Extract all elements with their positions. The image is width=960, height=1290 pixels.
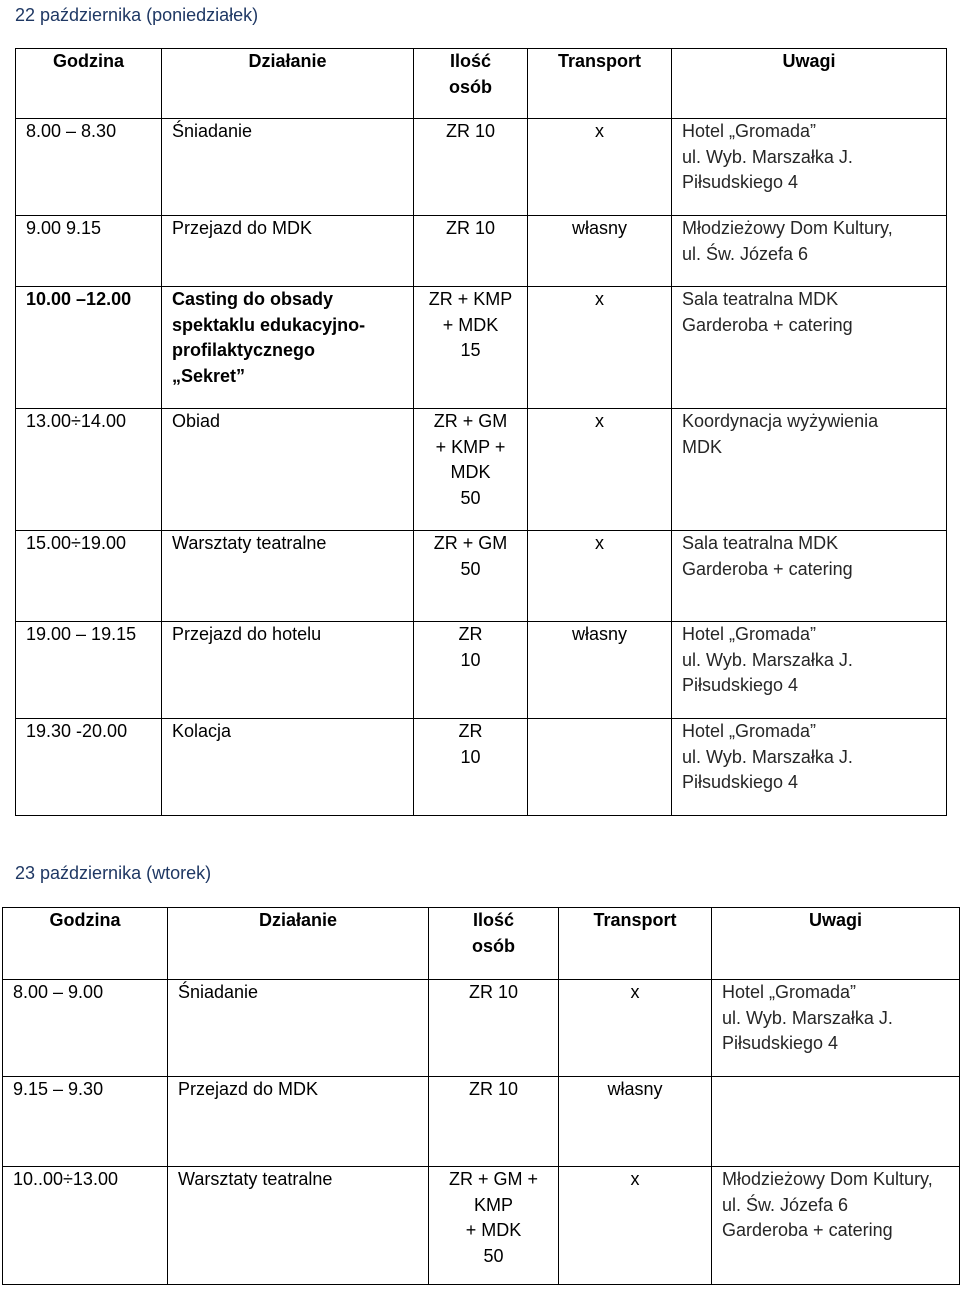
cell-time: 9.15 – 9.30 <box>3 1077 168 1167</box>
header-people: Ilość osób <box>429 908 559 980</box>
cell-notes <box>672 409 947 531</box>
cell-transport: x <box>528 119 672 216</box>
cell-activity <box>162 409 414 531</box>
cell-text-line: Przejazd do MDK <box>172 218 313 238</box>
table-row <box>16 216 947 287</box>
cell-text-line: spektaklu edukacyjno- <box>172 314 366 335</box>
cell-text-line: „Sekret” <box>172 365 246 386</box>
header-time: Godzina <box>3 908 168 980</box>
cell-text-line: Warsztaty teatralne <box>178 1169 333 1189</box>
header-notes: Uwagi <box>712 908 960 980</box>
cell-text-line: ZR 10 <box>445 121 496 141</box>
cell-activity <box>168 1077 429 1167</box>
cell-activity <box>162 216 414 287</box>
cell-text-line: ZR <box>458 624 483 644</box>
cell-text-line: Młodzieżowy Dom Kultury, <box>722 1169 933 1189</box>
day-title: 23 października (wtorek) <box>15 863 212 883</box>
cell-people <box>414 622 528 719</box>
cell-text-line: ZR + GM + <box>448 1169 538 1189</box>
header-activity: Działanie <box>168 908 429 980</box>
header-time: Godzina <box>16 49 162 119</box>
cell-text-line: 10 <box>460 649 481 670</box>
cell-text-line: Śniadanie <box>172 121 253 141</box>
cell-text-line: Garderoba + catering <box>682 314 853 335</box>
cell-text-line: Śniadanie <box>178 982 259 1002</box>
cell-text-line: ZR 10 <box>468 1079 519 1099</box>
table-row <box>16 409 947 531</box>
cell-text-line: ZR 10 <box>445 218 496 238</box>
cell-time: 13.00÷14.00 <box>16 409 162 531</box>
cell-time: 10..00÷13.00 <box>3 1167 168 1285</box>
cell-notes <box>672 216 947 287</box>
cell-activity <box>168 980 429 1077</box>
cell-activity <box>162 531 414 622</box>
table-row <box>16 622 947 719</box>
table-row <box>16 287 947 409</box>
table-row <box>3 1077 960 1167</box>
cell-text-line: Piłsudskiego 4 <box>682 675 799 695</box>
table-row <box>3 980 960 1077</box>
cell-text-line: Garderoba + catering <box>682 558 853 579</box>
cell-people <box>414 531 528 622</box>
table-row <box>16 719 947 816</box>
cell-text-line: ul. Wyb. Marszałka J. <box>682 649 853 670</box>
cell-notes <box>712 1077 960 1167</box>
cell-people <box>429 1167 559 1285</box>
cell-text-line: Piłsudskiego 4 <box>682 772 799 792</box>
header-people: Ilość osób <box>414 49 528 119</box>
cell-people <box>414 287 528 409</box>
cell-text-line: ul. Wyb. Marszałka J. <box>682 746 853 767</box>
cell-transport: x <box>559 980 712 1077</box>
table-row <box>16 119 947 216</box>
cell-time: 10.00 –12.00 <box>16 287 162 409</box>
cell-text-line: 10 <box>460 746 481 767</box>
cell-text-line: Warsztaty teatralne <box>172 533 327 553</box>
cell-time: 8.00 – 8.30 <box>16 119 162 216</box>
table-row <box>16 531 947 622</box>
cell-text-line: Hotel „Gromada” <box>682 121 817 141</box>
cell-text-line: Hotel „Gromada” <box>682 721 817 741</box>
cell-time: 8.00 – 9.00 <box>3 980 168 1077</box>
cell-text-line: ul. Św. Józefa 6 <box>722 1194 849 1215</box>
cell-text-line: Sala teatralna MDK <box>682 289 839 309</box>
cell-text-line: ul. Wyb. Marszałka J. <box>722 1007 893 1028</box>
cell-text-line: MDK <box>682 436 722 457</box>
cell-text-line: ul. Św. Józefa 6 <box>682 243 809 264</box>
table-row <box>3 1167 960 1285</box>
cell-text-line: MDK <box>450 462 491 482</box>
header-notes: Uwagi <box>672 49 947 119</box>
cell-text-line: Obiad <box>172 411 221 431</box>
cell-time: 19.00 – 19.15 <box>16 622 162 719</box>
schedule-table <box>2 907 960 1285</box>
cell-transport: własny <box>559 1077 712 1167</box>
cell-transport <box>528 719 672 816</box>
cell-people <box>414 119 528 216</box>
cell-text-line: Garderoba + catering <box>722 1220 893 1240</box>
cell-text-line: Hotel „Gromada” <box>722 982 857 1002</box>
cell-people <box>429 1077 559 1167</box>
cell-text-line: ZR + GM <box>433 533 508 553</box>
cell-text-line: + MDK <box>442 314 499 335</box>
cell-notes <box>672 287 947 409</box>
cell-text-line: Kolacja <box>172 721 232 741</box>
cell-notes <box>712 980 960 1077</box>
cell-text-line: Przejazd do hotelu <box>172 624 322 644</box>
cell-text-line: Piłsudskiego 4 <box>722 1033 839 1053</box>
header-transport: Transport <box>559 908 712 980</box>
cell-text-line: ZR <box>458 721 483 741</box>
cell-text-line: 50 <box>460 487 481 508</box>
cell-text-line: ZR + GM <box>433 411 508 431</box>
cell-text-line: + KMP + <box>435 436 506 457</box>
cell-activity <box>168 1167 429 1285</box>
cell-notes <box>672 622 947 719</box>
cell-text-line: ZR + KMP <box>428 289 513 309</box>
cell-text-line: + MDK <box>465 1220 522 1240</box>
cell-text-line: Piłsudskiego 4 <box>682 172 799 192</box>
cell-activity <box>162 622 414 719</box>
cell-time: 9.00 9.15 <box>16 216 162 287</box>
cell-transport: x <box>528 409 672 531</box>
cell-text-line: 50 <box>460 558 481 579</box>
cell-transport: x <box>559 1167 712 1285</box>
cell-text-line: KMP <box>473 1194 513 1215</box>
cell-time: 19.30 -20.00 <box>16 719 162 816</box>
cell-people <box>414 216 528 287</box>
cell-transport: własny <box>528 622 672 719</box>
cell-people <box>429 980 559 1077</box>
cell-text-line: Sala teatralna MDK <box>682 533 839 553</box>
cell-text-line: ul. Wyb. Marszałka J. <box>682 146 853 167</box>
cell-text-line: Hotel „Gromada” <box>682 624 817 644</box>
cell-text-line: Młodzieżowy Dom Kultury, <box>682 218 893 238</box>
cell-transport: x <box>528 287 672 409</box>
cell-text-line: profilaktycznego <box>172 340 316 360</box>
cell-text-line: Koordynacja wyżywienia <box>682 411 879 431</box>
header-activity: Działanie <box>162 49 414 119</box>
cell-text-line: ZR 10 <box>468 982 519 1002</box>
cell-text-line: Przejazd do MDK <box>178 1079 319 1099</box>
cell-people <box>414 719 528 816</box>
cell-text-line: 15 <box>460 340 481 360</box>
schedule-table <box>15 48 947 816</box>
cell-activity <box>162 287 414 409</box>
cell-text-line: 50 <box>483 1245 504 1266</box>
cell-notes <box>672 531 947 622</box>
cell-activity <box>162 119 414 216</box>
cell-notes <box>672 719 947 816</box>
cell-transport: x <box>528 531 672 622</box>
header-transport: Transport <box>528 49 672 119</box>
cell-notes <box>672 119 947 216</box>
cell-notes <box>712 1167 960 1285</box>
cell-transport: własny <box>528 216 672 287</box>
cell-time: 15.00÷19.00 <box>16 531 162 622</box>
cell-people <box>414 409 528 531</box>
cell-text-line: Casting do obsady <box>172 289 334 309</box>
cell-activity <box>162 719 414 816</box>
day-title: 22 października (poniedziałek) <box>15 5 259 25</box>
